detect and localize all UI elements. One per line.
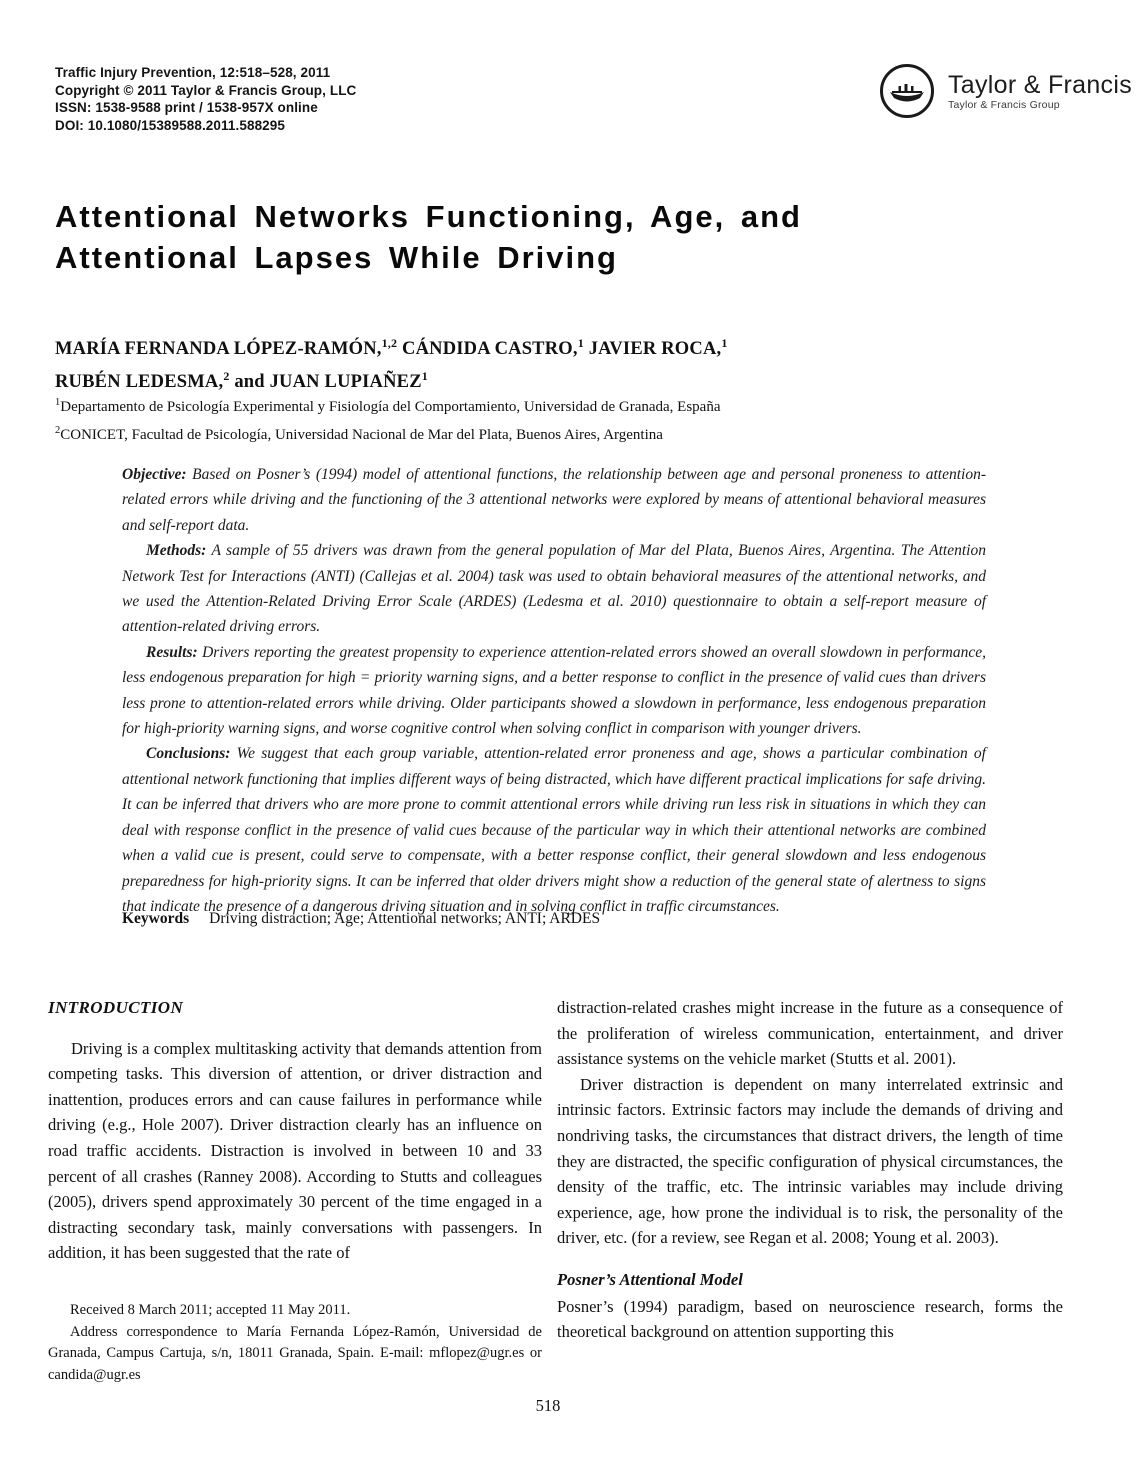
keywords-label: Keywords: [122, 910, 190, 927]
issn-line: ISSN: 1538-9588 print / 1538-957X online: [55, 100, 318, 115]
body-paragraph: distraction-related crashes might increase in the future as a consequence of the proliferation of wireless communication, entertainment, and driver assistance systems on the vehicle market (Stutts et al. 2001).: [557, 998, 1063, 1069]
abstract-results: [122, 640, 986, 742]
publisher-logo: [878, 62, 1132, 120]
author: RUBÉN LEDESMA,: [55, 372, 224, 393]
affiliation-marker: 2: [55, 425, 61, 436]
doi-line: DOI: 10.1080/15389588.2011.588295: [55, 117, 285, 133]
publisher-name: Taylor & Francis: [948, 70, 1133, 99]
received-dates: Received 8 March 2011; accepted 11 May 2011.: [70, 1302, 351, 1318]
author-affiliation-marker: 2: [223, 369, 230, 384]
affiliation-text: CONICET, Facultad de Psicología, Universidad Nacional de Mar del Plata, Buenos Aires, Argentina: [60, 427, 663, 443]
abstract-methods-label: Methods:: [146, 542, 207, 560]
affiliation-marker: 1: [55, 397, 61, 408]
authors-block: [55, 330, 1065, 396]
copyright-line: Copyright © 2011 Taylor & Francis Group, LLC: [55, 82, 357, 98]
abstract-objective-label: Objective:: [122, 466, 187, 483]
page-title: [55, 196, 1065, 278]
publisher-group-name: Taylor & Francis Group: [948, 98, 1060, 111]
author-affiliation-marker: 1: [421, 369, 428, 384]
keywords-text: Driving distraction; Age; Attentional networks; ANTI; ARDES: [209, 910, 601, 927]
title-line-2: Attentional Lapses While Driving: [55, 240, 618, 275]
author-affiliation-marker: 1: [577, 336, 584, 350]
correspondence-note: Address correspondence to María Fernanda López-Ramón, Universidad de Granada, Campus Cartuja, s/n, 18011 Granada, Spain. E-mail: mflopez@ugr.es or candida@ugr.es: [48, 1323, 542, 1383]
taylor-francis-ship-icon: [878, 62, 936, 120]
body-column-left: [48, 995, 542, 1266]
keywords-row: [122, 910, 986, 928]
author: JAVIER ROCA,: [583, 339, 722, 360]
abstract: [122, 462, 986, 919]
abstract-conclusions: [122, 741, 986, 919]
page-number: 518: [535, 1396, 561, 1415]
abstract-methods: [122, 538, 986, 640]
posner-model-paragraph: Posner’s (1994) paradigm, based on neuroscience research, forms the theoretical background on attention supporting this: [557, 1296, 1063, 1342]
author-affiliation-marker: 1,2: [381, 336, 398, 350]
affiliations-block: [55, 391, 1065, 447]
title-line-1: Attentional Networks Functioning, Age, and: [55, 199, 802, 234]
introduction-paragraph: Driving is a complex multitasking activity that demands attention from competing tasks. This diversion of attention, or driver distraction and inattention, produces errors and can cause failures in performance while driving (e.g., Hole 2007). Driver distraction clearly has an influence on road traffic accidents. Distraction is involved in between 10 and 33 percent of all crashes (Ranney 2008). According to Stutts and colleagues (2005), drivers spend approximately 30 percent of the time engaged in a distracting secondary task, mainly conversations with passengers. In addition, it has been suggested that the rate of: [48, 1038, 542, 1263]
abstract-results-text: Drivers reporting the greatest propensity to experience attention-related errors showed an overall slowdown in performance, less endogenous preparation for high = priority warning signs, and a better response to conflict in the presence of valid cues than drivers less prone to attention-related errors while driving. Older participants showed a slowdown in performance, less endogenous preparation for high-priority warning signs, and worse cognitive control when solving conflict in comparison with younger drivers.: [122, 643, 987, 738]
footnote-block: [48, 1300, 542, 1386]
affiliation: [55, 419, 1065, 447]
publisher-logo-text: [948, 72, 1132, 111]
journal-line: Traffic Injury Prevention, 12:518–528, 2011: [55, 65, 331, 80]
posner-model-heading: Posner’s Attentional Model: [557, 1269, 743, 1289]
abstract-results-label: Results:: [146, 643, 198, 661]
author: CÁNDIDA CASTRO,: [397, 339, 578, 360]
abstract-conclusions-text: We suggest that each group variable, attention-related error proneness and age, shows a particular combination of attentional network functioning that implies different ways of being distracted, which have different practical implications for safe driving. It can be inferred that drivers who are more prone to commit attentional errors while driving run less risk in situations in which they can deal with response conflict in the presence of valid cues because of the particular way in which their attentional networks are combined when a valid cue is present, could serve to compensate, with a better response conflict, their general slowdown and less endogenous preparedness for high-priority signs. It can be inferred that older drivers might show a reduction of the general state of alertness to signs that indicate the presence of a dangerous driving situation and in solving conflict in traffic circumstances.: [122, 745, 986, 915]
author: MARÍA FERNANDA LÓPEZ-RAMÓN,: [55, 339, 382, 360]
body-column-right: [557, 995, 1063, 1345]
affiliation: [55, 391, 1065, 419]
abstract-objective-text: Based on Posner’s (1994) model of attentional functions, the relationship between age and personal proneness to attention-related errors while driving and the functioning of the 3 attentional networks were explored by means of attentional behavioral measures and self-report data.: [122, 466, 986, 534]
abstract-conclusions-label: Conclusions:: [146, 745, 231, 763]
body-paragraph: Driver distraction is dependent on many interrelated extrinsic and intrinsic factors. Extrinsic factors may include the demands of driving and nondriving tasks, the circumstances that distract drivers, the length of time they are distracted, the specific configuration of physical circumstances, the density of the traffic, etc. The intrinsic variables may include driving experience, age, how prone the individual is to risk, the personality of the driver, etc. (for a review, see Regan et al. 2008; Young et al. 2003).: [557, 1074, 1063, 1248]
abstract-objective: [122, 462, 986, 538]
journal-header: [55, 64, 356, 134]
author: and JUAN LUPIAÑEZ: [229, 372, 422, 393]
introduction-heading: INTRODUCTION: [48, 998, 184, 1017]
affiliation-text: Departamento de Psicología Experimental y Fisiología del Comportamiento, Universidad de Granada, España: [60, 399, 721, 415]
abstract-methods-text: A sample of 55 drivers was drawn from the general population of Mar del Plata, Buenos Aires, Argentina. The Attention Network Test for Interactions (ANTI) (Callejas et al. 2004) task was used to obtain behavioral measures of the attentional networks, and we used the Attention-Related Driving Error Scale (ARDES) (Ledesma et al. 2010) questionnaire to obtain a self-report measure of attention-related driving errors.: [122, 542, 986, 636]
author-affiliation-marker: 1: [721, 336, 728, 350]
authors-line-1: [55, 330, 1065, 363]
